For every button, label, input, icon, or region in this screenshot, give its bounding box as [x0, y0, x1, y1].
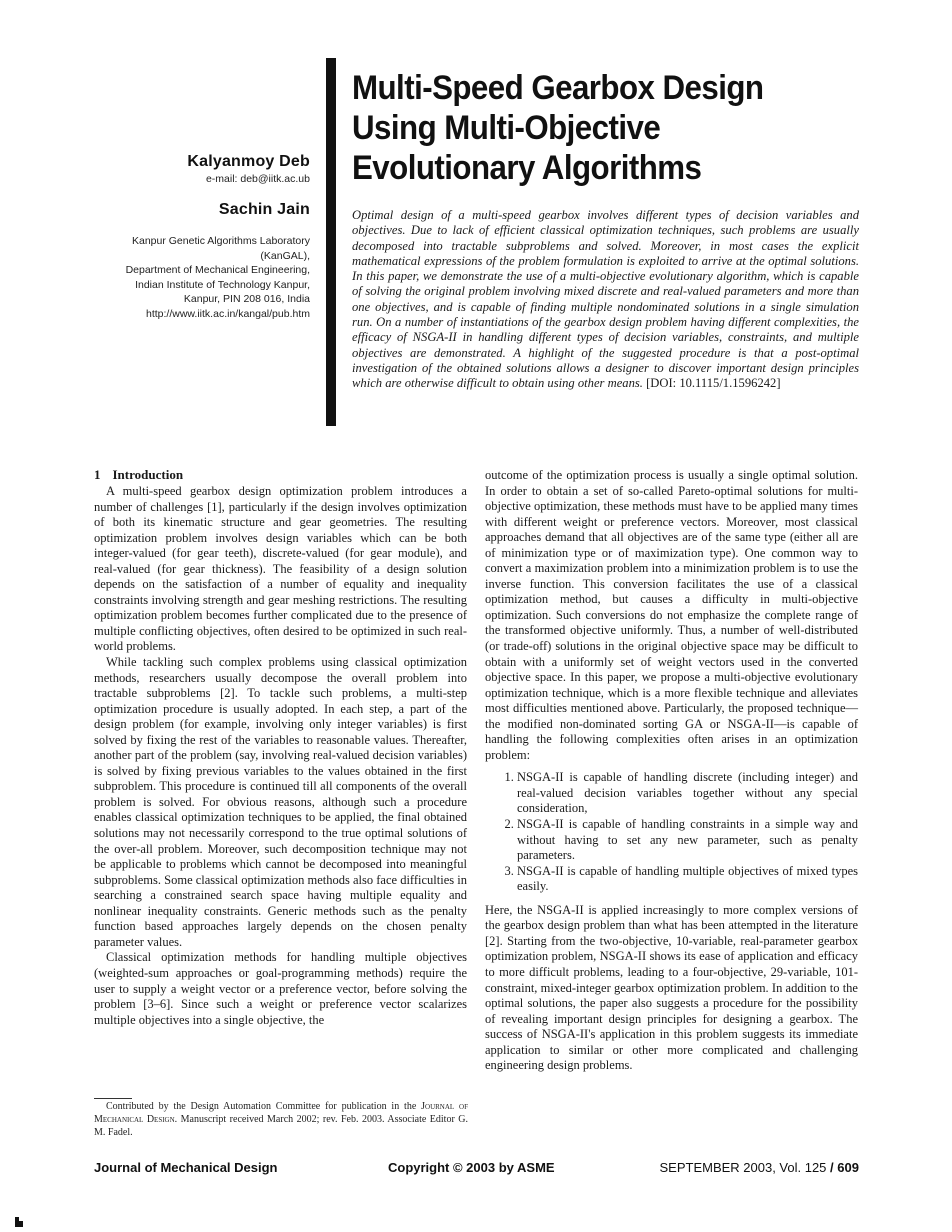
footer-issue-text: SEPTEMBER 2003, Vol. 125 [659, 1160, 827, 1175]
title-line: Using Multi-Objective [352, 109, 661, 147]
footnote-journal: Journal of Mechanical Design [94, 1101, 468, 1125]
affiliation-line: (KanGAL), [260, 249, 310, 262]
footnote-text: . Manuscript received March 2002; rev. Feb. 2003. Associate Editor G. M. Fadel. [94, 1113, 468, 1138]
section-number: 1 [94, 467, 101, 482]
affiliation-line: Kanpur Genetic Algorithms Laboratory [131, 235, 310, 247]
registration-mark-icon [14, 1217, 24, 1227]
list-item: 3. NSGA-II is capable of handling multiple objectives of mixed types easily. [517, 864, 858, 895]
footnote-rule [94, 1098, 132, 1099]
body-paragraph: Classical optimization methods for handling multiple objectives (weighted-sum approaches or goal-programming methods) require the user to supply a weight vector or a preference vector, before solving the problem [3–6]. Since such a weight or preference vector scalarizes multiple objectives into a single objective, the [94, 950, 467, 1027]
abstract [352, 208, 859, 392]
author-email-1: e-mail: deb@iitk.ac.ub [205, 173, 310, 185]
title-line: Multi-Speed Gearbox Design [352, 69, 764, 107]
section-heading [94, 466, 467, 484]
body-paragraph: outcome of the optimization process is usually a single optimal solution. In order to obtain a set of so-called Pareto-optimal solutions for multi-objective optimization, these methods must have to be applied many times with different weight or preference vectors. Moreover, most classical approaches demand that all objectives are of the same type (either all are of minimization type or of maximization type). One common way to convert a maximization problem into a minimization problem is to use the inverse function. This conversion facilitates the use of a classical optimization method, but causes a difficulty in multi-objective optimization. Such conversions do not emphasize the complete range of the transformed objective uniformly. Thus, a number of well-distributed (or trade-off) solutions in the original objective space may be difficult to obtain with a uniformly set of weight vectors used in the converted objective space. In this paper, we propose a multi-objective evolutionary optimization technique, which is a more flexible technique and alleviates most difficulties mentioned above. Particularly, the proposed technique—the modified non-dominated sorting GA or NSGA-II—is capable of handling the following complexities often arises in an optimization problem: [485, 468, 858, 762]
author-block [70, 152, 310, 322]
body-paragraph: Here, the NSGA-II is applied increasingly to more complex versions of the gearbox design problem than what has been attempted in the literature [2]. Starting from the two-objective, 10-variable, real-parameter gearbox optimization problem, NSGA-II shows its ease of application and efficacy to more difficult problems, leading to a four-objective, 29-variable, 101-constraint, mixed-integer gearbox optimization problem. In addition to the optimal solutions, the paper also suggests a procedure for the possibility of revealing important design principles for designing a gearbox. The success of NSGA-II's application in this problem suggests its immediate application to similar or other more complicated and challenging engineering design problems. [485, 902, 858, 1073]
paper-title [352, 68, 830, 188]
abstract-text: Optimal design of a multi-speed gearbox involves different types of decision variables and objectives. Due to lack of efficient classical optimization techniques, such problems are usually decomposed into tractable subproblems and solved. Moreover, in most cases the explicit mathematical expressions of the problem formulation is exploited to arrive at the optimal solutions. In this paper, we demonstrate the use of a multi-objective evolutionary algorithm, which is capable of solving the original problem involving mixed discrete and real-valued parameters and more than one objectives, and is capable of finding multiple nondominated solutions in a single simulation run. On a number of instantiations of the gearbox design problem having different complexities, the efficacy of NSGA-II in handling different types of decision variables, constraints, and multiple objectives are demonstrated. A highlight of the suggested procedure is that a post-optimal investigation of the obtained solutions allows a designer to discover important design principles which are otherwise difficult to obtain using other means. [352, 208, 859, 391]
section-title: Introduction [112, 467, 184, 482]
author-name-2: Sachin Jain [218, 201, 310, 218]
author-affiliation [70, 234, 310, 322]
left-column [94, 466, 467, 1028]
right-column [485, 468, 858, 1074]
footnote-text: Contributed by the Design Automation Committee for publication in the [106, 1101, 422, 1112]
title-line: Evolutionary Algorithms [352, 149, 702, 187]
affiliation-line: Indian Institute of Technology Kanpur, [135, 278, 310, 291]
body-paragraph: A multi-speed gearbox design optimization problem introduces a number of challenges [1], particularly if the design involves optimization of both its kinematic structure and gear geometries. The resulting optimization problem involves design variables which can be both integer-valued (for gear teeth), discrete-valued (for gear module), and real-valued (for gear thickness). The feasibility of a design solution depends on the satisfaction of a number of equality and inequality constraints involving strength and gear meshing restrictions. The resulting optimization problem becomes further complicated due to the presence of multiple conflicting objectives, often desired to be optimized in such real-world problems. [94, 484, 467, 654]
affiliation-line: Kanpur, PIN 208 016, India [183, 293, 310, 306]
footer-issue [659, 1160, 859, 1175]
footer-journal: Journal of Mechanical Design [94, 1160, 278, 1175]
affiliation-url: http://www.iitk.ac.in/kangal/pub.htm [146, 307, 310, 320]
list-item: 2. NSGA-II is capable of handling constraints in a simple way and without having to set any new parameter, such as penalty parameters. [517, 817, 858, 864]
author-name-1: Kalyanmoy Deb [187, 153, 310, 170]
doi: [DOI: 10.1115/1.1596242] [646, 376, 781, 391]
list-item: 1. NSGA-II is capable of handling discrete (including integer) and real-valued decision variables together without any special consideration, [517, 770, 858, 817]
page-number: 609 [837, 1160, 859, 1175]
affiliation-line: Department of Mechanical Engineering, [125, 264, 310, 277]
body-paragraph: While tackling such complex problems using classical optimization methods, researchers usually decompose the overall problem into tractable subproblems [2]. To tackle such problems, a multi-step optimization procedure is usually adopted. In each step, a part of the design problem (for example, involving only integer variables) is first solved by fixing the rest of the variables to reasonable values. Thereafter, another part of the problem (say, involving real-valued decision variables) is solved by fixing previous variables to the values obtained in the first subproblem. This procedure is continued till all components of the overall problem is solved. For obvious reasons, although such a procedure enables classical optimization techniques to be applied, the final obtained solutions may not necessarily correspond to the true optimal solutions of the over-all problem. Moreover, such decomposition technique may not be applicable to problems which cannot be decomposed into meaningful subproblems. Some classical optimization methods also face difficulties in searching a constrained search space having multiple equality and nonlinear inequality constraints. Generic methods such as the penalty function based approaches largely depends on the chosen penalty parameter values. [94, 655, 467, 949]
footer-copyright: Copyright © 2003 by ASME [388, 1160, 555, 1175]
title-divider-bar [326, 58, 336, 426]
footer-separator: / [830, 1160, 834, 1175]
footnote [94, 1101, 468, 1139]
complexities-list [485, 770, 858, 894]
